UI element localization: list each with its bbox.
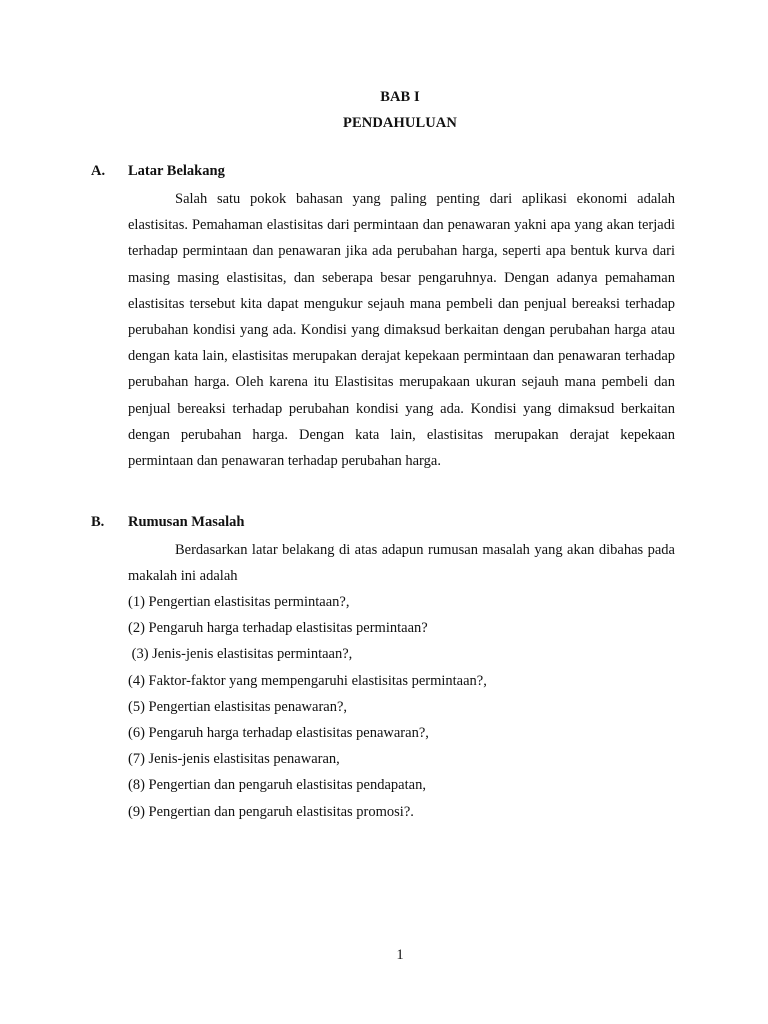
rumusan-masalah-list xyxy=(128,589,487,825)
section-heading-rumusan-masalah xyxy=(91,514,244,531)
page-number: 1 xyxy=(396,947,404,963)
section-number: A. xyxy=(91,163,106,179)
rumusan-masalah-paragraph: Berdasarkan latar belakang di atas adapun rumusan masalah yang akan dibahas pada makalah ini adalah xyxy=(128,542,675,585)
section-heading-latar-belakang xyxy=(91,163,225,180)
chapter-title: PENDAHULUAN xyxy=(343,115,457,131)
section-number: B. xyxy=(91,514,105,530)
list-item: (4) Faktor-faktor yang mempengaruhi elastisitas permintaan?, xyxy=(128,672,487,689)
list-item: (6) Pengaruh harga terhadap elastisitas penawaran?, xyxy=(128,725,429,742)
section-title: Latar Belakang xyxy=(128,163,225,179)
list-item: (7) Jenis-jenis elastisitas penawaran, xyxy=(128,751,340,768)
list-item: (5) Pengertian elastisitas penawaran?, xyxy=(128,698,348,715)
section-title: Rumusan Masalah xyxy=(128,514,245,530)
latar-belakang-paragraph: Salah satu pokok bahasan yang paling penting dari aplikasi ekonomi adalah elastisitas. Pemahaman elastisitas dari permintaan dan penawaran yakni apa yang akan terjadi terhadap permintaan dan penawaran jika ada perubahan harga, seperti apa bentuk kurva dari masing masing elastisitas, dan seberapa besar pengaruhnya. Dengan adanya pemahaman elastisitas tersebut kita dapat mengukur sejauh mana pembeli dan penjual bereaksi terhadap perubahan kondisi yang ada. Kondisi yang dimaksud berkaitan dengan perubahan harga atau dengan kata lain, elastisitas merupakan derajat kepekaan permintaan dan penawaran terhadap perubahan harga. Oleh karena itu Elastisitas merupakaan ukuran sejauh mana pembeli dan penjual bereaksi terhadap perubahan kondisi yang ada. Kondisi yang dimaksud berkaitan dengan perubahan harga. Dengan kata lain, elastisitas merupakan derajat kepekaan permintaan dan penawaran terhadap perubahan harga. xyxy=(128,191,675,470)
list-item: (2) Pengaruh harga terhadap elastisitas permintaan? xyxy=(128,620,428,637)
list-item: (9) Pengertian dan pengaruh elastisitas promosi?. xyxy=(128,803,414,820)
bab-title: BAB I xyxy=(380,89,420,105)
list-item: (8) Pengertian dan pengaruh elastisitas pendapatan, xyxy=(128,777,426,794)
list-item: (3) Jenis-jenis elastisitas permintaan?, xyxy=(128,646,353,663)
list-item: (1) Pengertian elastisitas permintaan?, xyxy=(128,594,350,610)
